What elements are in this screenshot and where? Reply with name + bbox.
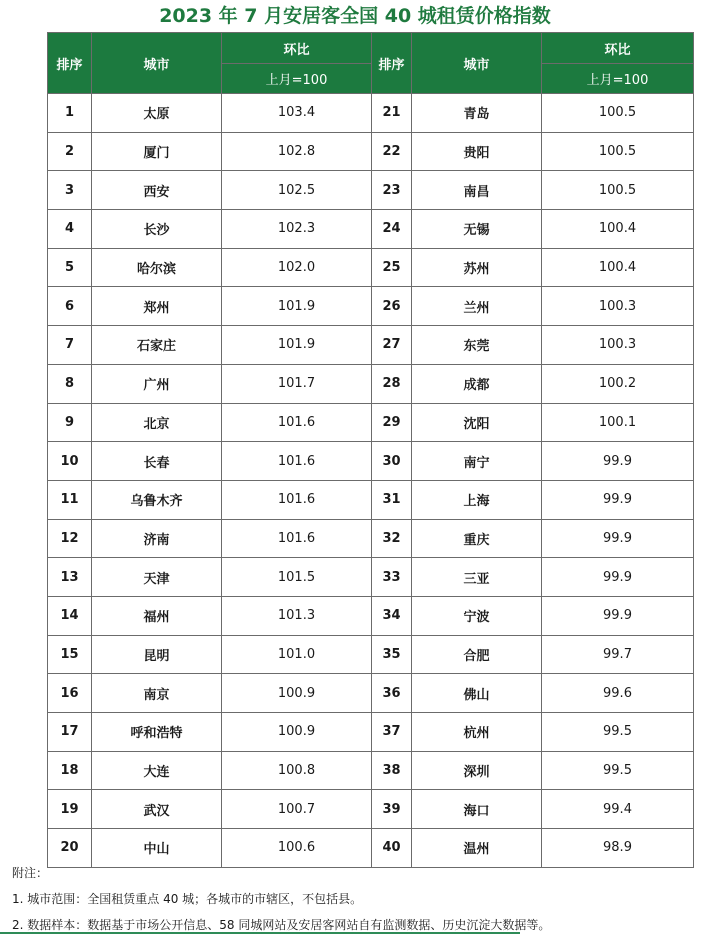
index-value-cell: 99.9: [542, 442, 694, 481]
rank-cell: 21: [372, 94, 412, 133]
city-cell: 苏州: [412, 248, 542, 287]
city-cell: 长春: [92, 442, 222, 481]
rank-cell: 12: [48, 519, 92, 558]
index-value-cell: 101.5: [222, 558, 372, 597]
index-value-cell: 100.5: [542, 132, 694, 171]
table-row: [48, 480, 694, 519]
rank-cell: 28: [372, 364, 412, 403]
rank-cell: 10: [48, 442, 92, 481]
header-rank-right: 排序: [372, 33, 412, 94]
rank-cell: 35: [372, 635, 412, 674]
rank-cell: 1: [48, 94, 92, 133]
city-cell: 广州: [92, 364, 222, 403]
index-value-cell: 100.5: [542, 171, 694, 210]
rank-cell: 17: [48, 713, 92, 752]
city-cell: 乌鲁木齐: [92, 480, 222, 519]
bottom-divider: [0, 932, 520, 934]
rank-cell: 26: [372, 287, 412, 326]
city-cell: 重庆: [412, 519, 542, 558]
header-city-right: 城市: [412, 33, 542, 94]
rank-cell: 37: [372, 713, 412, 752]
note-item: 1. 城市范围：全国租赁重点 40 城；各城市的市辖区，不包括县。: [12, 892, 363, 906]
index-value-cell: 100.7: [222, 790, 372, 829]
index-value-cell: 100.4: [542, 210, 694, 249]
index-value-cell: 99.6: [542, 674, 694, 713]
city-cell: 上海: [412, 480, 542, 519]
rank-cell: 29: [372, 403, 412, 442]
city-cell: 宁波: [412, 596, 542, 635]
city-cell: 长沙: [92, 210, 222, 249]
rank-cell: 2: [48, 132, 92, 171]
city-cell: 中山: [92, 829, 222, 868]
rank-cell: 5: [48, 248, 92, 287]
index-value-cell: 100.9: [222, 713, 372, 752]
city-cell: 贵阳: [412, 132, 542, 171]
header-mom-right: 环比: [542, 33, 694, 64]
index-value-cell: 100.9: [222, 674, 372, 713]
city-cell: 南宁: [412, 442, 542, 481]
city-cell: 太原: [92, 94, 222, 133]
city-cell: 武汉: [92, 790, 222, 829]
city-cell: 合肥: [412, 635, 542, 674]
note-item: 2. 数据样本：数据基于市场公开信息、58 同城网站及安居客网站自有监测数据、历史沉淀大数据等。: [12, 918, 551, 932]
table-row: [48, 635, 694, 674]
city-cell: 南昌: [412, 171, 542, 210]
rank-cell: 11: [48, 480, 92, 519]
index-value-cell: 101.6: [222, 442, 372, 481]
table-row: [48, 132, 694, 171]
table-row: [48, 248, 694, 287]
city-cell: 呼和浩特: [92, 713, 222, 752]
rank-cell: 3: [48, 171, 92, 210]
table-row: [48, 171, 694, 210]
header-rank-left: 排序: [48, 33, 92, 94]
city-cell: 佛山: [412, 674, 542, 713]
rank-cell: 36: [372, 674, 412, 713]
table-row: [48, 596, 694, 635]
table-row: [48, 364, 694, 403]
rank-cell: 19: [48, 790, 92, 829]
index-value-cell: 98.9: [542, 829, 694, 868]
rank-cell: 40: [372, 829, 412, 868]
rank-cell: 4: [48, 210, 92, 249]
index-value-cell: 99.7: [542, 635, 694, 674]
index-value-cell: 101.9: [222, 326, 372, 365]
index-value-cell: 100.5: [542, 94, 694, 133]
city-cell: 哈尔滨: [92, 248, 222, 287]
rank-cell: 20: [48, 829, 92, 868]
header-base-right: 上月=100: [542, 64, 694, 94]
table-row: [48, 94, 694, 133]
rank-cell: 9: [48, 403, 92, 442]
header-base-left: 上月=100: [222, 64, 372, 94]
table-row: [48, 751, 694, 790]
rank-cell: 13: [48, 558, 92, 597]
index-value-cell: 100.3: [542, 326, 694, 365]
table-row: [48, 790, 694, 829]
notes-label: 附注：: [12, 866, 49, 880]
city-cell: 深圳: [412, 751, 542, 790]
city-cell: 福州: [92, 596, 222, 635]
city-cell: 郑州: [92, 287, 222, 326]
index-value-cell: 100.3: [542, 287, 694, 326]
rank-cell: 30: [372, 442, 412, 481]
rank-cell: 38: [372, 751, 412, 790]
table-row: [48, 713, 694, 752]
city-cell: 西安: [92, 171, 222, 210]
index-value-cell: 100.4: [542, 248, 694, 287]
index-value-cell: 101.6: [222, 403, 372, 442]
index-value-cell: 99.9: [542, 596, 694, 635]
city-cell: 杭州: [412, 713, 542, 752]
rank-cell: 27: [372, 326, 412, 365]
index-value-cell: 99.4: [542, 790, 694, 829]
city-cell: 昆明: [92, 635, 222, 674]
city-cell: 济南: [92, 519, 222, 558]
city-cell: 无锡: [412, 210, 542, 249]
index-value-cell: 102.0: [222, 248, 372, 287]
index-value-cell: 100.2: [542, 364, 694, 403]
city-cell: 天津: [92, 558, 222, 597]
rank-cell: 8: [48, 364, 92, 403]
rank-cell: 25: [372, 248, 412, 287]
index-value-cell: 99.9: [542, 519, 694, 558]
table-row: [48, 326, 694, 365]
rank-cell: 15: [48, 635, 92, 674]
rank-cell: 18: [48, 751, 92, 790]
rank-cell: 22: [372, 132, 412, 171]
page-title: 2023 年 7 月安居客全国 40 城租赁价格指数: [159, 5, 551, 27]
index-value-cell: 101.6: [222, 519, 372, 558]
table-row: [48, 442, 694, 481]
index-value-cell: 99.9: [542, 558, 694, 597]
rank-cell: 24: [372, 210, 412, 249]
index-value-cell: 102.5: [222, 171, 372, 210]
table-row: [48, 558, 694, 597]
index-value-cell: 99.9: [542, 480, 694, 519]
city-cell: 南京: [92, 674, 222, 713]
rank-cell: 34: [372, 596, 412, 635]
index-value-cell: 102.8: [222, 132, 372, 171]
rank-cell: 31: [372, 480, 412, 519]
table-body: [48, 94, 694, 868]
table-row: [48, 674, 694, 713]
table-row: [48, 519, 694, 558]
header-city-left: 城市: [92, 33, 222, 94]
rank-cell: 23: [372, 171, 412, 210]
index-value-cell: 100.1: [542, 403, 694, 442]
rank-cell: 7: [48, 326, 92, 365]
index-value-cell: 101.9: [222, 287, 372, 326]
index-value-cell: 99.5: [542, 751, 694, 790]
index-value-cell: 101.0: [222, 635, 372, 674]
index-value-cell: 102.3: [222, 210, 372, 249]
rank-cell: 33: [372, 558, 412, 597]
table-row: [48, 287, 694, 326]
city-cell: 大连: [92, 751, 222, 790]
city-cell: 青岛: [412, 94, 542, 133]
city-cell: 海口: [412, 790, 542, 829]
index-value-cell: 100.8: [222, 751, 372, 790]
city-cell: 兰州: [412, 287, 542, 326]
table-row: [48, 403, 694, 442]
rent-index-table: [47, 32, 694, 868]
table-header-row: [48, 33, 694, 64]
rank-cell: 39: [372, 790, 412, 829]
rank-cell: 16: [48, 674, 92, 713]
city-cell: 东莞: [412, 326, 542, 365]
city-cell: 石家庄: [92, 326, 222, 365]
table-row: [48, 210, 694, 249]
city-cell: 成都: [412, 364, 542, 403]
index-value-cell: 99.5: [542, 713, 694, 752]
rank-cell: 6: [48, 287, 92, 326]
index-value-cell: 103.4: [222, 94, 372, 133]
index-value-cell: 100.6: [222, 829, 372, 868]
rank-cell: 14: [48, 596, 92, 635]
header-mom-left: 环比: [222, 33, 372, 64]
index-value-cell: 101.7: [222, 364, 372, 403]
city-cell: 温州: [412, 829, 542, 868]
city-cell: 北京: [92, 403, 222, 442]
city-cell: 厦门: [92, 132, 222, 171]
index-value-cell: 101.3: [222, 596, 372, 635]
city-cell: 沈阳: [412, 403, 542, 442]
notes: [12, 860, 702, 938]
index-value-cell: 101.6: [222, 480, 372, 519]
city-cell: 三亚: [412, 558, 542, 597]
rank-cell: 32: [372, 519, 412, 558]
